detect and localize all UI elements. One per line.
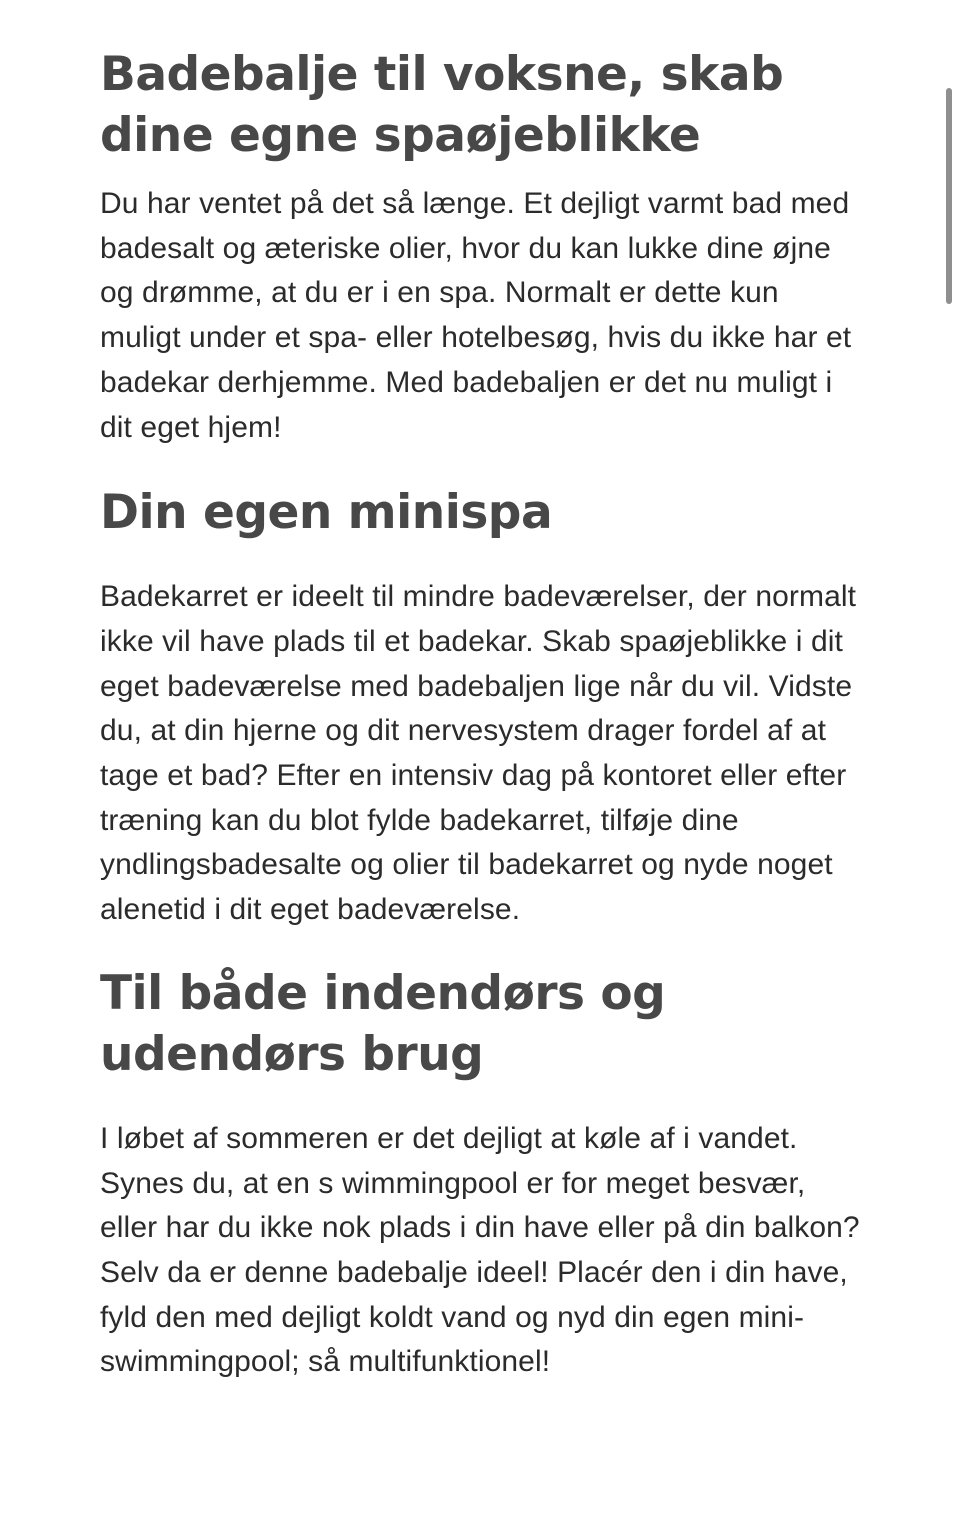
section-heading: Din egen minispa: [100, 485, 553, 541]
article-content: [100, 44, 860, 1385]
vertical-scrollbar[interactable]: [946, 88, 952, 304]
section-paragraph: Badekarret er ideelt til mindre badeværelser, der normalt ikke vil have plads til et badekar. Skab spaøjeblikke i dit eget badeværelse med badebaljen lige når du vil. Vidste du, at din hjerne og dit nervesystem drager fordel af at tage et bad? Efter en intensiv dag på kontoret eller efter træning kan du blot fylde badekarret, tilføje dine yndlingsbadesalte og olier til badekarret og nyde noget alenetid i dit eget badeværelse.: [100, 580, 857, 927]
section-indoor-outdoor: [100, 963, 860, 1385]
section-paragraph: Du har ventet på det så længe. Et dejligt varmt bad med badesalt og æteriske olier, hvor du kan lukke dine øjne og drømme, at du er i en spa. Normalt er dette kun muligt under et spa- eller hotelbesøg, hvis du ikke har et badekar derhjemme. Med badebaljen er det nu muligt i dit eget hjem!: [100, 187, 852, 444]
section-heading: Badebalje til voksne, skab dine egne spaøjeblikke: [100, 47, 784, 163]
section-minispa: [100, 482, 860, 933]
section-heading: Til både indendørs og udendørs brug: [100, 965, 666, 1082]
section-badebalje-intro: [100, 44, 860, 450]
section-paragraph: I løbet af sommeren er det dejligt at køle af i vandet. Synes du, at en s wimmingpool er for meget besvær, eller har du ikke nok plads i din have eller på din balkon? Selv da er denne badebalje ideel! Placér den i din have, fyld den med dejligt koldt vand og nyd din egen mini-swimmingpool; så multifunktionel!: [100, 1121, 860, 1379]
